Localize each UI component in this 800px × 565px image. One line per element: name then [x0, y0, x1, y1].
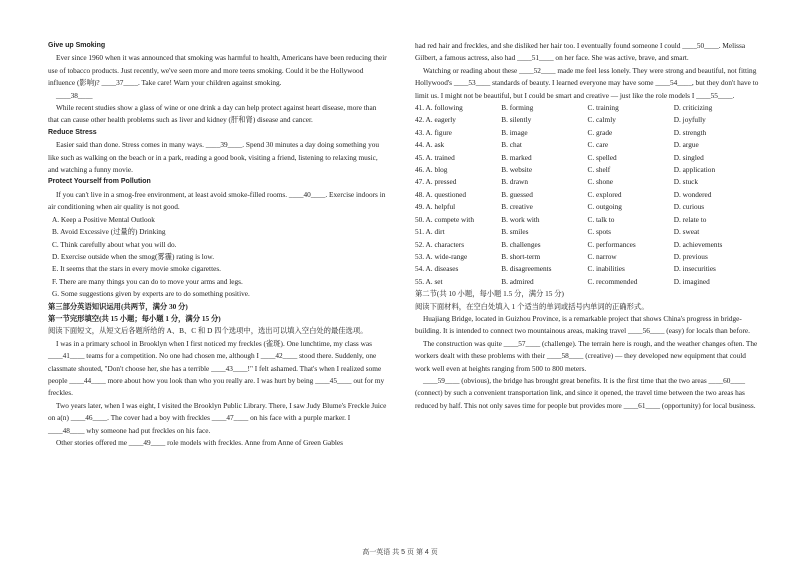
- choice-option: C. recommended: [587, 276, 638, 286]
- choice-option: B. drawn: [501, 177, 529, 187]
- page-footer: 高一英语 共 5 页 第 4 页: [362, 549, 438, 556]
- choice-option: C. grade: [587, 127, 613, 137]
- choice-option: 44. A. ask: [415, 140, 445, 150]
- choice-option: C. spelled: [587, 152, 617, 162]
- section-3-part-1-title: 第一节完形填空(共 15 小题；每小题 1 分，满分 15 分): [48, 313, 221, 323]
- choice-option: B. website: [501, 165, 533, 175]
- grammar-paragraph-2: The construction was quite ____57____ (challenge). The terrain here is rough, and the weather changes often. The workers dealt with these problems with their ____58____ (creative) — they developed new equipment that could work well even at heights ranging from 500 to 800 meters.: [415, 338, 758, 373]
- choice-row: [415, 251, 760, 263]
- choice-option: B. work with: [501, 214, 540, 224]
- choice-row: [415, 189, 760, 201]
- heading-reduce-stress: Reduce Stress: [48, 128, 97, 136]
- paragraph-stress: Easier said than done. Stress comes in many ways. ____39____. Spend 30 minutes a day doing something you like such as walking on the beach or in a park, reading a good book, visiting a friend, listening to relaxing music, and watching a funny movie.: [48, 140, 380, 175]
- choice-option: B. forming: [501, 103, 534, 113]
- choice-option: B. admired: [501, 276, 534, 286]
- grammar-paragraph-3: ____59____ (obvious), the bridge has brought great benefits. It is the first time that the two areas ____60____ (connect) by such a convenient transportation link, and since it opened, the travel time between the two areas has reduced by half. This not only saves time for people but provides more ____61____ (opportunity) for local business.: [415, 375, 756, 410]
- left-column: [48, 40, 388, 449]
- paragraph-drinking: While recent studies show a glass of wine or one drink a day can help protect against heart disease, more than that can cause other health problems such as liver and kidney (肝和肾) disease and cancer.: [48, 103, 377, 125]
- choice-option: B. short-term: [501, 251, 541, 261]
- choice-row: [415, 201, 760, 213]
- choice-option: C. inabilities: [587, 264, 625, 274]
- choice-option: B. creative: [501, 202, 533, 212]
- choice-option: 47. A. pressed: [415, 177, 457, 187]
- choice-row: [415, 176, 760, 188]
- choice-option: 52. A. characters: [415, 239, 465, 249]
- choice-row: [415, 152, 760, 164]
- choice-option: D. imagined: [673, 276, 710, 286]
- section-3-part-2-title: 第二节(共 10 小题，每小题 1.5 分，满分 15 分): [415, 289, 564, 299]
- option-f: F. There are many things you can do to move your arms and legs.: [52, 276, 243, 286]
- choice-option: B. chat: [501, 140, 522, 150]
- cloze-paragraph-2: Two years later, when I was eight, I visited the Brooklyn Public Library. There, I saw Judy Blume's Freckle Juice on a(n) ____46____. The cover had a boy with freckles ____47____ on his face with a purple marker. I ____48____ why someone had put freckles on his face.: [48, 400, 387, 435]
- choice-option: C. talk to: [587, 214, 615, 224]
- choice-option: B. image: [501, 127, 528, 137]
- choice-option: D. criticizing: [673, 103, 713, 113]
- choice-option: B. guessed: [501, 189, 533, 199]
- right-column: [415, 40, 760, 412]
- blank-38: ____38____: [56, 90, 93, 100]
- choice-option: B. challenges: [501, 239, 541, 249]
- choice-row: [415, 164, 760, 176]
- choice-option: D. argue: [673, 140, 699, 150]
- choice-row: [415, 263, 760, 275]
- choice-option: D. insecurities: [673, 264, 716, 274]
- choice-option: C. spots: [587, 227, 612, 237]
- cloze-paragraph-3: Other stories offered me ____49____ role models with freckles. Anne from Anne of Green Gables: [56, 438, 344, 447]
- cloze-instructions: 阅读下面短文，从短文后各题所给的 A、B、C 和 D 四个选项中，选出可以填入空白处的最佳选项。: [48, 326, 368, 336]
- option-a: A. Keep a Positive Mental Outlook: [52, 214, 155, 224]
- option-c: C. Think carefully about what you will do.: [52, 239, 177, 249]
- choice-option: 48. A. questioned: [415, 189, 467, 199]
- option-d: D. Exercise outside when the smog(雾霾) rating is low.: [52, 251, 215, 261]
- heading-give-up-smoking: Give up Smoking: [48, 42, 106, 49]
- choice-option: D. wondered: [673, 189, 712, 199]
- option-b: B. Avoid Excessive (过量的) Drinking: [52, 227, 166, 237]
- grammar-instructions: 阅读下面材料，在空白处填入 1 个适当的单词或括号内单词的正确形式。: [415, 301, 649, 311]
- choice-row: [415, 214, 760, 226]
- choice-option: 55. A. set: [415, 276, 443, 286]
- choice-option: C. calmly: [587, 115, 616, 125]
- heading-pollution: Protect Yourself from Pollution: [48, 178, 151, 186]
- choice-option: D. sweat: [673, 227, 700, 237]
- option-g: G. Some suggestions given by experts are to do something positive.: [52, 289, 250, 299]
- choice-row: [415, 127, 760, 139]
- choice-option: D. application: [673, 165, 716, 175]
- cloze-paragraph-5: Watching or reading about these ____52____ made me feel less lonely. They were strong and beautiful, not fitting Hollywood's ____53____ standards of beauty. I learned everyone may have some ____54____, but they don't have to limit us. I might not be beautiful, but I could be smart and creative — just like the role models I ____55____.: [415, 65, 759, 100]
- choice-row: [415, 139, 760, 151]
- choice-row: [415, 226, 760, 238]
- choice-option: D. strength: [673, 127, 707, 137]
- choice-option: C. training: [587, 103, 619, 113]
- choice-option: D. previous: [673, 251, 708, 261]
- choice-option: B. silently: [501, 115, 532, 125]
- choice-option: 50. A. compete with: [415, 214, 474, 224]
- paragraph-smoking: Ever since 1960 when it was announced that smoking was harmful to health, Americans have been reducing their use of tobacco products. Just recently, we've seen more and more teens smoking. Could it be the Hollywood influence (影响)? ____37____. Take care! Warn your children against smoking.: [48, 53, 387, 88]
- choice-row: [415, 276, 760, 288]
- choice-option: 42. A. eagerly: [415, 115, 456, 125]
- choice-option: D. stuck: [673, 177, 699, 187]
- choice-option: 43. A. figure: [415, 127, 452, 137]
- grammar-paragraph-1: Huajiang Bridge, located in Guizhou Province, is a remarkable project that shows China's progress in bridge-building. It is intended to connect two mountainous areas, making travel ____56____ (easy) for locals than before.: [415, 313, 750, 336]
- choice-option: C. shone: [587, 177, 614, 187]
- choice-option: D. relate to: [673, 214, 707, 224]
- choice-option: B. disagreements: [501, 264, 552, 274]
- choice-option: B. smiles: [501, 227, 529, 237]
- choice-row: [415, 114, 760, 126]
- choice-option: D. joyfully: [673, 115, 706, 125]
- paragraph-pollution: If you can't live in a smog-free environment, at least avoid smoke-filled rooms. ____40____. Exercise indoors in air conditioning when air quality is not good.: [48, 189, 386, 212]
- choice-row: [415, 102, 760, 114]
- choice-option: 46. A. blog: [415, 165, 448, 175]
- choice-option: B. marked: [501, 152, 532, 162]
- option-e: E. It seems that the stars in every movie smoke cigarettes.: [52, 264, 221, 274]
- choices-table: [415, 102, 760, 288]
- choice-option: D. achievements: [673, 239, 723, 249]
- choice-option: 41. A. following: [415, 103, 463, 113]
- choice-option: 51. A. dirt: [415, 227, 445, 237]
- choice-option: 53. A. wide-range: [415, 251, 468, 261]
- choice-option: 54. A. diseases: [415, 264, 459, 274]
- choice-option: C. care: [587, 140, 609, 150]
- choice-option: C. performances: [587, 239, 636, 249]
- choice-option: D. curious: [673, 202, 705, 212]
- cloze-paragraph-4: had red hair and freckles, and she disliked her hair too. I eventually found someone I could ____50____. Melissa Gilbert, a famous actress, also had ____51____ on her face. She was active, brave, and smart.: [415, 41, 746, 63]
- choice-row: [415, 239, 760, 251]
- section-3-title: 第三部分英语知识运用(共两节，满分 30 分): [48, 301, 188, 311]
- choice-option: C. explored: [587, 189, 622, 199]
- cloze-paragraph-1: I was in a primary school in Brooklyn when I first noticed my freckles (雀斑). One lunchtime, my class was ____41____ teams for a competition. No one had chosen me, although I ____42____ stood there. Suddenly, one classmate shouted, "Don't choose her, she has a terrible ____43____!" I felt ashamed. That's when I realized some people ____44____ more about how you look than who you really are. I was hurt by being ____45____ out for my freckles.: [48, 338, 385, 398]
- choice-option: C. outgoing: [587, 202, 622, 212]
- choice-option: C. narrow: [587, 251, 617, 261]
- choice-option: C. shelf: [587, 165, 611, 175]
- choice-option: 45. A. trained: [415, 152, 455, 162]
- choice-option: 49. A. helpful: [415, 202, 456, 212]
- choice-option: D. singled: [673, 152, 704, 162]
